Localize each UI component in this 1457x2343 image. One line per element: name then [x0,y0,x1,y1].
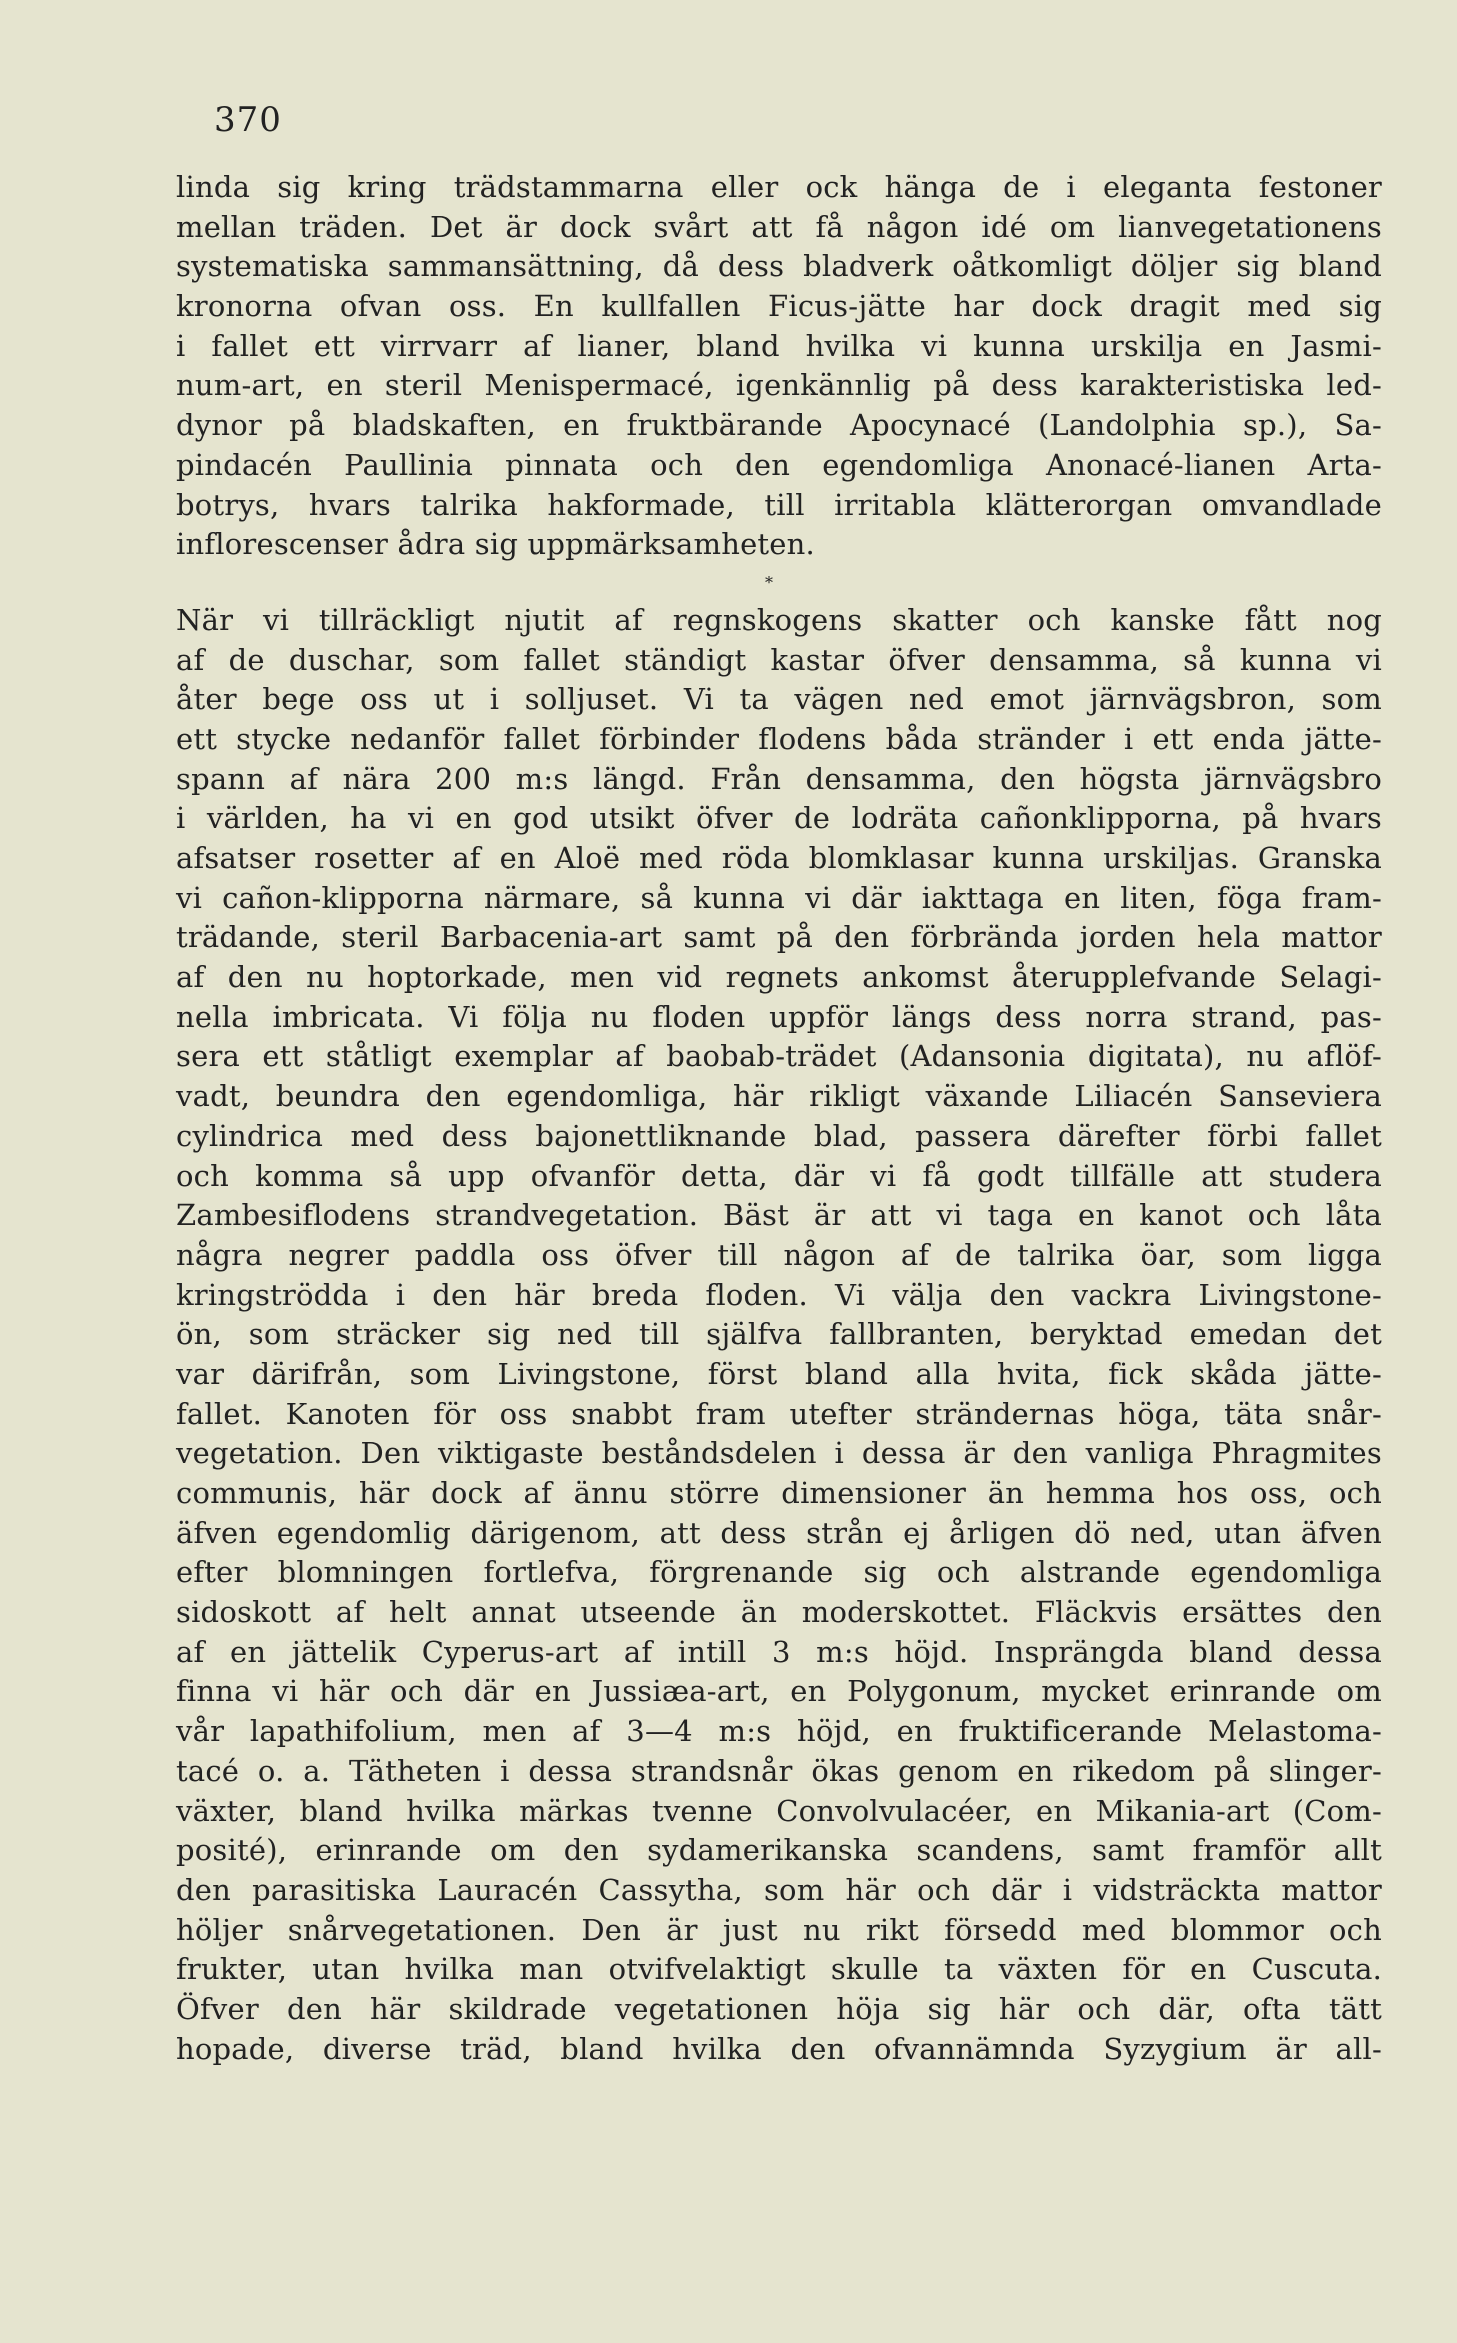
text-line: äfven egendomlig därigenom, att dess strån ej årligen dö ned, utan äfven [176,1515,1382,1550]
text-line: efter blomningen fortlefva, förgrenande sig och alstrande egendomliga [176,1555,1382,1590]
text-line: nella imbricata. Vi följa nu floden uppför längs dess norra strand, pas- [176,999,1382,1034]
text-line: af de duschar, som fallet ständigt kastar öfver densamma, så kunna vi [176,642,1382,677]
text-line: Zambesiflodens strandvegetation. Bäst är att vi taga en kanot och låta [176,1198,1382,1233]
text-line: vi cañon-klipporna närmare, så kunna vi där iakttaga en liten, föga fram- [176,880,1382,915]
text-line: tacé o. a. Tätheten i dessa strandsnår ökas genom en rikedom på slinger- [176,1753,1382,1788]
text-line: frukter, utan hvilka man otvifvelaktigt skulle ta växten för en Cuscuta. [176,1952,1382,1987]
text-line: i världen, ha vi en god utsikt öfver de lodräta cañonklipporna, på hvars [176,801,1382,836]
text-line: När vi tillräckligt njutit af regnskogens skatter och kanske fått nog [176,602,1382,637]
text-line: vadt, beundra den egendomliga, här rikligt växande Liliacén Sanseviera [176,1079,1382,1114]
text-line: trädande, steril Barbacenia-art samt på den förbrända jorden hela mattor [176,920,1382,955]
text-line: botrys, hvars talrika hakformade, till irritabla klätterorgan omvandlade [176,487,1382,522]
text-line: vår lapathifolium, men af 3—4 m:s höjd, en fruktificerande Melastoma- [176,1714,1382,1749]
text-line: af en jättelik Cyperus-art af intill 3 m:s höjd. Insprängda bland dessa [176,1634,1382,1669]
text-line: hopade, diverse träd, bland hvilka den ofvannämnda Syzygium är all- [176,2031,1382,2066]
text-line: pindacén Paullinia pinnata och den egendomliga Anonacé-lianen Arta- [176,447,1382,482]
text-line: och komma så upp ofvanför detta, där vi få godt tillfälle att studera [176,1158,1382,1193]
text-line: växter, bland hvilka märkas tvenne Convolvulacéer, en Mikania-art (Com- [176,1793,1382,1828]
paragraph-1 [176,168,1382,565]
text-line: kronorna ofvan oss. En kullfallen Ficus-jätte har dock dragit med sig [176,289,1382,324]
text-line: systematiska sammansättning, då dess bladverk oåtkomligt döljer sig bland [176,249,1382,284]
text-line: ett stycke nedanför fallet förbinder flodens båda stränder i ett enda jätte- [176,721,1382,756]
text-line: afsatser rosetter af en Aloë med röda blomklasar kunna urskiljas. Granska [176,841,1382,875]
text-line: spann af nära 200 m:s längd. Från densamma, den högsta järnvägsbro [176,761,1382,796]
text-line: vegetation. Den viktigaste beståndsdelen i dessa är den vanliga Phragmites [176,1436,1382,1471]
text-line: Öfver den här skildrade vegetationen höja sig här och där, ofta tätt [176,1991,1382,2026]
text-line: af den nu hoptorkade, men vid regnets ankomst återupplefvande Selagi- [176,960,1382,995]
text-line: några negrer paddla oss öfver till någon af de talrika öar, som ligga [176,1237,1382,1272]
text-line: dynor på bladskaften, en fruktbärande Apocynacé (Landolphia sp.), Sa- [176,408,1382,443]
text-line: sidoskott af helt annat utseende än moderskottet. Fläckvis ersättes den [176,1595,1382,1630]
text-line: sera ett ståtligt exemplar af baobab-trädet (Adansonia digitata), nu aflöf- [176,1039,1382,1074]
text-line: höljer snårvegetationen. Den är just nu rikt försedd med blommor och [176,1912,1382,1947]
text-line: linda sig kring trädstammarna eller ock hänga de i eleganta festoner [176,170,1382,204]
text-line: den parasitiska Lauracén Cassytha, som här och där i vidsträckta mattor [176,1872,1382,1907]
text-line: communis, här dock af ännu större dimensioner än hemma hos oss, och [176,1476,1382,1510]
section-separator: * [765,572,773,592]
text-line: posité), erinrande om den sydamerikanska scandens, samt framför allt [176,1833,1382,1868]
text-line: mellan träden. Det är dock svårt att få någon idé om lianvegetationens [176,209,1382,244]
text-line: inflorescenser ådra sig uppmärksamheten. [176,527,815,562]
text-line: var därifrån, som Livingstone, först bland alla hvita, fick skåda jätte- [176,1356,1382,1391]
text-line: fallet. Kanoten för oss snabbt fram utefter strändernas höga, täta snår- [176,1396,1382,1431]
page-number: 370 [214,100,282,140]
text-line: num-art, en steril Menispermacé, igenkännlig på dess karakteristiska led- [176,368,1382,403]
text-line: ön, som sträcker sig ned till själfva fallbranten, beryktad emedan det [176,1317,1382,1352]
text-line: åter bege oss ut i solljuset. Vi ta vägen ned emot järnvägsbron, som [176,682,1382,717]
text-line: cylindrica med dess bajonettliknande blad, passera därefter förbi fallet [176,1118,1382,1153]
text-line: i fallet ett virrvarr af lianer, bland hvilka vi kunna urskilja en Jasmi- [176,328,1382,363]
paragraph-2 [176,601,1382,2069]
body-text [176,168,1382,2069]
text-line: kringströdda i den här breda floden. Vi välja den vackra Livingstone- [176,1277,1382,1312]
text-line: finna vi här och där en Jussiæa-art, en Polygonum, mycket erinrande om [176,1674,1382,1709]
